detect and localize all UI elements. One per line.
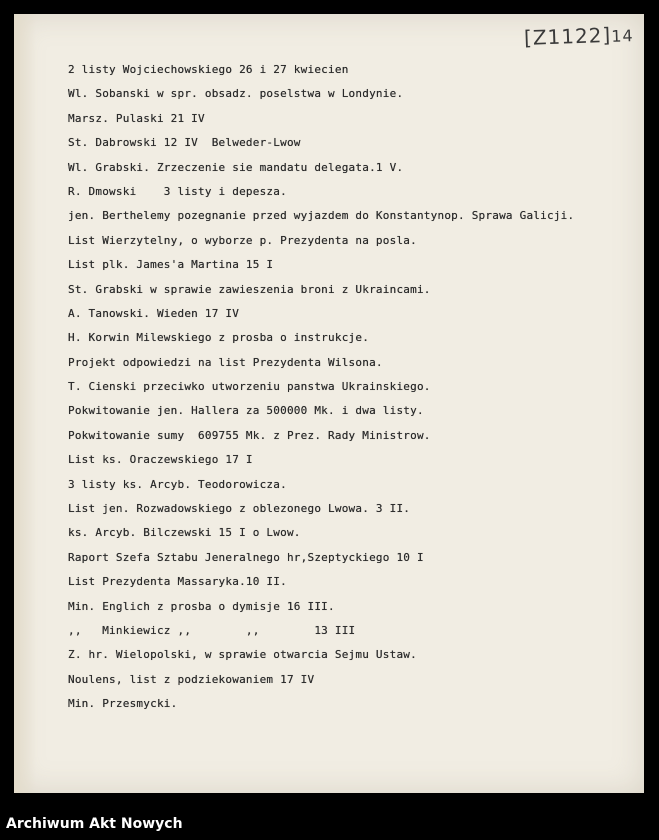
archive-footer: Archiwum Akt Nowych xyxy=(6,816,183,832)
text-line: A. Tanowski. Wieden 17 IV xyxy=(68,306,240,320)
text-line: Pokwitowanie sumy 609755 Mk. z Prez. Rady Ministrow. xyxy=(68,428,431,442)
text-line: jen. Berthelemy pozegnanie przed wyjazdem do Konstantynop. Sprawa Galicji. xyxy=(68,209,575,223)
text-line: Wl. Grabski. Zrzeczenie sie mandatu delegata.1 V. xyxy=(68,160,404,174)
text-line: Z. hr. Wielopolski, w sprawie otwarcia Sejmu Ustaw. xyxy=(68,648,417,662)
text-line: List Prezydenta Massaryka.10 II. xyxy=(68,575,287,589)
text-line: List jen. Rozwadowskiego z oblezonego Lwowa. 3 II. xyxy=(68,502,411,516)
text-line: T. Cienski przeciwko utworzeniu panstwa Ukrainskiego. xyxy=(68,380,431,394)
text-line: St. Dabrowski 12 IV Belweder-Lwow xyxy=(68,136,301,150)
text-line: ,, Minkiewicz ,, ,, 13 III xyxy=(68,623,356,637)
text-line: ks. Arcyb. Bilczewski 15 I o Lwow. xyxy=(68,526,301,540)
text-line: R. Dmowski 3 listy i depesza. xyxy=(68,184,287,198)
text-line: Wl. Sobanski w spr. obsadz. poselstwa w Londynie. xyxy=(68,87,404,101)
text-line: List plk. James'a Martina 15 I xyxy=(68,258,274,272)
text-line: Min. Przesmycki. xyxy=(68,697,178,711)
text-line: Raport Szefa Sztabu Jeneralnego hr,Szeptyckiego 10 I xyxy=(68,550,424,564)
text-line: List ks. Oraczewskiego 17 I xyxy=(68,453,253,467)
text-line: Marsz. Pulaski 21 IV xyxy=(68,111,205,125)
signature-label: [Z1122] xyxy=(524,22,613,50)
text-line: 2 listy Wojciechowskiego 26 i 27 kwiecien xyxy=(68,63,349,76)
archive-signature xyxy=(524,22,634,50)
text-line: 3 listy ks. Arcyb. Teodorowicza. xyxy=(68,477,287,491)
page-edge-shadow xyxy=(14,14,36,793)
text-line: Projekt odpowiedzi na list Prezydenta Wilsona. xyxy=(68,355,383,369)
text-line: St. Grabski w sprawie zawieszenia broni z Ukraincami. xyxy=(68,282,431,296)
text-line: H. Korwin Milewskiego z prosba o instrukcje. xyxy=(68,331,370,345)
signature-number: 14 xyxy=(611,26,635,46)
text-line: List Wierzytelny, o wyborze p. Prezydenta na posla. xyxy=(68,233,417,247)
text-line: Noulens, list z podziekowaniem 17 IV xyxy=(68,672,315,686)
document-page xyxy=(14,14,644,793)
document-text xyxy=(68,58,624,717)
text-line: Pokwitowanie jen. Hallera za 500000 Mk. i dwa listy. xyxy=(68,404,424,418)
text-line: Min. Englich z prosba o dymisje 16 III. xyxy=(68,599,335,613)
